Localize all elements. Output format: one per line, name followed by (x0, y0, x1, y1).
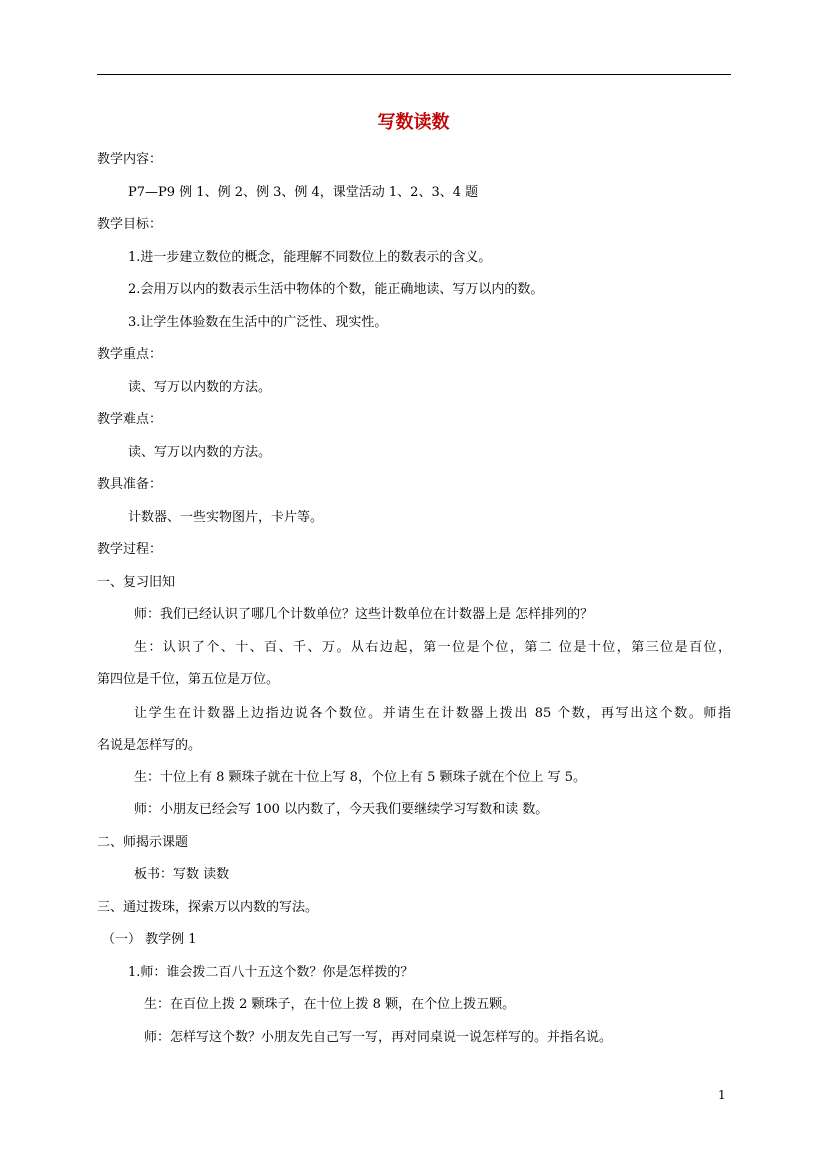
content-line: P7—P9 例 1、例 2、例 3、例 4，课堂活动 1、2、3、4 题 (128, 185, 479, 200)
process-step-3-heading: 三、通过拨珠，探索万以内数的写法。 (97, 900, 319, 915)
dialogue-line: 生：十位上有 8 颗珠子就在十位上写 8，个位上有 5 颗珠子就在个位上 写 5。 (134, 770, 587, 785)
objective-3: 3.让学生体验数在生活中的广泛性、现实性。 (128, 315, 388, 330)
dialogue-line: 生：认识了个、十、百、千、万。从右边起，第一位是个位，第二 位是十位，第三位是百位， (134, 640, 731, 655)
materials-line: 计数器、一些实物图片，卡片等。 (128, 510, 324, 525)
objective-2: 2.会用万以内的数表示生活中物体的个数，能正确地读、写万以内的数。 (128, 282, 544, 297)
key-points-line: 读、写万以内数的方法。 (128, 380, 272, 395)
dialogue-line: 师：我们已经认识了哪几个计数单位？这些计数单位在计数器上是 怎样排列的？ (134, 607, 594, 622)
section-heading-difficulties: 教学难点： (97, 412, 163, 427)
section-heading-key-points: 教学重点： (97, 347, 163, 362)
document-title: 写数读数 (377, 112, 450, 133)
dialogue-line-continued: 第四位是千位，第五位是万位。 (97, 672, 280, 687)
activity-line-continued: 名说是怎样写的。 (97, 738, 202, 753)
page-number: 1 (718, 1088, 726, 1102)
dialogue-line: 师：怎样写这个数？小朋友先自己写一写，再对同桌说一说怎样写的。并指名说。 (144, 1030, 613, 1045)
section-heading-content: 教学内容： (97, 152, 163, 167)
objective-1: 1.进一步建立数位的概念，能理解不同数位上的数表示的含义。 (128, 250, 492, 265)
difficulties-line: 读、写万以内数的方法。 (128, 445, 272, 460)
section-heading-materials: 教具准备： (97, 477, 163, 492)
process-step-1-heading: 一、复习旧知 (97, 575, 176, 590)
header-rule (97, 74, 731, 75)
process-step-2-heading: 二、师揭示课题 (97, 835, 189, 850)
activity-line: 让学生在计数器上边指边说各个数位。并请生在计数器上拨出 85 个数，再写出这个数。师指 (134, 706, 731, 721)
blackboard-line: 板书：写数 读数 (134, 867, 230, 882)
section-heading-process: 教学过程： (97, 542, 163, 557)
dialogue-line: 1.师：谁会拨二百八十五这个数？你是怎样拨的？ (128, 965, 414, 980)
dialogue-line: 生：在百位上拨 2 颗珠子，在十位上拨 8 颗，在个位上拨五颗。 (144, 997, 516, 1012)
example-1-heading: （一） 教学例 1 (102, 932, 197, 947)
section-heading-objectives: 教学目标： (97, 217, 163, 232)
dialogue-line: 师：小朋友已经会写 100 以内数了，今天我们要继续学习写数和读 数。 (134, 802, 549, 817)
